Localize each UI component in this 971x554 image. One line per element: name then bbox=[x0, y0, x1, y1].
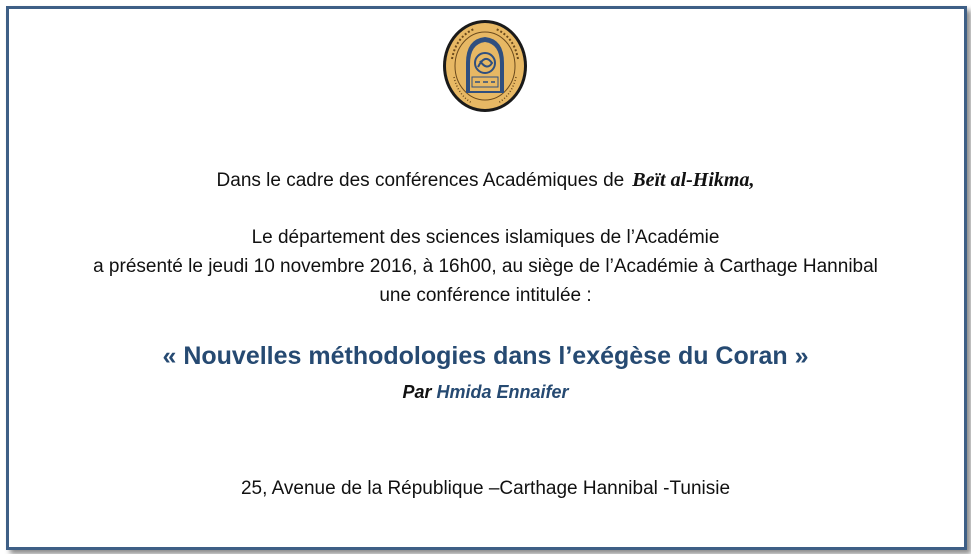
address: 25, Avenue de la République –Carthage Hannibal -Tunisie bbox=[240, 478, 731, 499]
academy-logo-emblem bbox=[442, 19, 528, 113]
department-line: Le département des sciences islamiques de l’Académie bbox=[251, 227, 720, 248]
conference-title: « Nouvelles méthodologies dans l’exégèse du Coran » bbox=[162, 342, 809, 370]
conference-intro-line: une conférence intitulée : bbox=[379, 285, 592, 306]
intro-suffix: , bbox=[749, 169, 755, 191]
intro-text: Dans le cadre des conférences Académiques de bbox=[216, 170, 625, 191]
author-line bbox=[0, 382, 971, 403]
date-location-line: a présenté le jeudi 10 novembre 2016, à 16h00, au siège de l’Académie à Carthage Hannibal bbox=[93, 256, 878, 277]
intro-line bbox=[0, 169, 971, 192]
institution-name: Beït al-Hikma bbox=[632, 169, 750, 191]
author-name: Hmida Ennaifer bbox=[436, 382, 569, 402]
author-prefix: Par bbox=[402, 382, 432, 402]
